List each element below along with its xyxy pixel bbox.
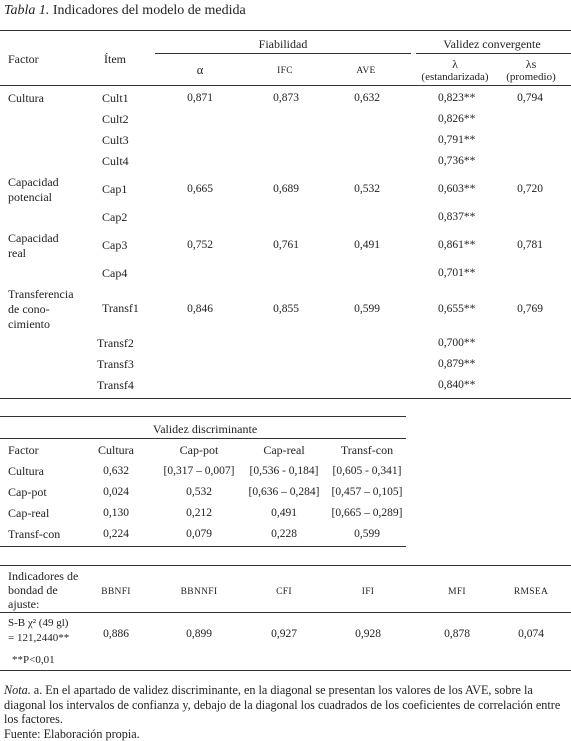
t2-cell: 0,079 <box>186 528 212 540</box>
ave-value: 0,599 <box>354 303 380 315</box>
factor-label: Capacidad potencial <box>8 175 59 204</box>
rule-fiabilidad <box>155 53 411 54</box>
t2-cell: 0,130 <box>103 507 129 519</box>
note-source: Fuente: Elaboración propia. <box>4 726 140 741</box>
ifc-value: 0,855 <box>273 303 299 315</box>
rule-t2-header <box>0 438 406 439</box>
rule-bottom <box>0 398 571 399</box>
factor-label: Cultura <box>8 91 44 105</box>
rule-t3-top <box>0 565 571 566</box>
item-label: Cult1 <box>102 91 129 105</box>
item-label: Cap4 <box>102 266 128 280</box>
table-title-label: Tabla 1. <box>4 3 50 18</box>
lambda-s-value: 0,769 <box>517 303 543 315</box>
t3-value-bbnfi: 0,886 <box>103 628 129 640</box>
header-ifc: IFC <box>277 66 293 76</box>
table-title-text: Indicadores del modelo de medida <box>52 3 246 18</box>
rule-validez <box>416 53 571 54</box>
t2-cell: 0,532 <box>186 486 212 498</box>
t3-header-label: Indicadores de bondad de ajuste: <box>8 569 79 611</box>
lambda-value: 0,826** <box>438 113 476 125</box>
t2-header-cultura: Cultura <box>98 443 134 457</box>
t3-col-bbnfi: BBNFI <box>101 587 131 597</box>
factor-label: Capacidad real <box>8 231 59 260</box>
lambda-value: 0,840** <box>438 379 476 391</box>
t3-col-ifi: IFI <box>361 587 375 597</box>
alpha-value: 0,871 <box>187 92 213 104</box>
t2-cell: 0,632 <box>103 465 129 477</box>
lambda-value: 0,700** <box>438 337 476 349</box>
factor-label: Transferencia de cono-cimiento <box>8 287 74 331</box>
t2-cell: [0,317 – 0,007] <box>163 465 235 477</box>
t2-cell: 0,491 <box>271 507 297 519</box>
item-label: Cult3 <box>102 133 129 147</box>
ave-value: 0,532 <box>354 183 380 195</box>
header-fiabilidad: Fiabilidad <box>258 37 308 51</box>
item-label: Transf3 <box>97 357 134 371</box>
header-validez: Validez convergente <box>443 37 541 51</box>
ifc-value: 0,761 <box>273 239 299 251</box>
lambda-value: 0,736** <box>438 155 476 167</box>
rule-top <box>0 30 571 31</box>
t3-significance: **P<0,01 <box>12 654 55 666</box>
lambda-value: 0,823** <box>438 92 476 104</box>
ave-value: 0,632 <box>354 92 380 104</box>
t2-title: Validez discriminante <box>152 422 258 436</box>
t2-cell: 0,228 <box>271 528 297 540</box>
item-label: Cult2 <box>102 112 129 126</box>
item-label: Cap2 <box>102 210 128 224</box>
lambda-s-value: 0,720 <box>517 183 543 195</box>
t3-value-cfi: 0,927 <box>271 628 297 640</box>
t2-cell: 0,224 <box>103 528 129 540</box>
rule-header-bottom <box>0 85 571 86</box>
item-label: Transf4 <box>97 378 134 392</box>
header-lambda-s-sub: (promedio) <box>506 71 556 83</box>
t2-cell: [0,605 - 0,341] <box>332 465 402 477</box>
alpha-value: 0,846 <box>187 303 213 315</box>
t3-chi-square-value: = 121,2440** <box>8 632 70 644</box>
rule-t2-top <box>0 416 406 417</box>
table-note <box>4 683 569 741</box>
lambda-value: 0,701** <box>438 267 476 279</box>
lambda-value: 0,861** <box>438 239 476 251</box>
header-factor: Factor <box>8 52 39 66</box>
item-label: Cult4 <box>102 154 129 168</box>
item-label: Transf1 <box>102 301 139 315</box>
lambda-value: 0,879** <box>438 358 476 370</box>
t3-value-mfi: 0,878 <box>444 628 470 640</box>
t3-col-cfi: CFI <box>276 587 292 597</box>
lambda-value: 0,603** <box>438 183 476 195</box>
header-ave: AVE <box>356 66 376 76</box>
lambda-value: 0,837** <box>438 211 476 223</box>
note-text: a. En el apartado de validez discriminante, en la diagonal se presentan los valores de los AVE, sobre la diagonal los intervalos de confianza y, debajo de la diagonal los cuadrados de los coeficientes de correlación entre los factores. <box>4 683 561 726</box>
t2-row-label: Cap-pot <box>8 485 47 499</box>
t2-header-cap-pot: Cap-pot <box>179 443 219 457</box>
ifc-value: 0,873 <box>273 92 299 104</box>
header-alpha: α <box>196 63 204 77</box>
t3-col-mfi: MFI <box>448 587 466 597</box>
t2-cell: 0,212 <box>186 507 212 519</box>
t3-col-bbnnfi: BBNNFI <box>180 587 218 597</box>
t2-cell: 0,599 <box>354 528 380 540</box>
t2-row-label: Transf-con <box>8 527 61 541</box>
ifc-value: 0,689 <box>273 183 299 195</box>
header-item: Ítem <box>104 52 126 66</box>
rule-t3-bottom <box>0 670 571 671</box>
t2-cell: [0,665 – 0,289] <box>331 507 403 519</box>
item-label: Cap1 <box>102 182 128 196</box>
t2-header-transf-con: Transf-con <box>340 443 394 457</box>
table-title <box>4 3 246 19</box>
lambda-s-value: 0,794 <box>517 92 543 104</box>
t2-cell: [0,536 - 0,184] <box>249 465 319 477</box>
ave-value: 0,491 <box>354 239 380 251</box>
t2-row-label: Cap-real <box>8 506 50 520</box>
t2-cell: [0,457 – 0,105] <box>331 486 403 498</box>
lambda-value: 0,655** <box>438 303 476 315</box>
item-label: Cap3 <box>102 238 128 252</box>
rule-t3-header <box>0 612 571 613</box>
alpha-value: 0,665 <box>187 183 213 195</box>
t3-value-rmsea: 0,074 <box>518 628 544 640</box>
lambda-value: 0,791** <box>438 134 476 146</box>
t2-header-cap-real: Cap-real <box>263 443 305 457</box>
item-label: Transf2 <box>97 336 134 350</box>
alpha-value: 0,752 <box>187 239 213 251</box>
t3-value-bbnnfi: 0,899 <box>186 628 212 640</box>
header-lambda: λ <box>452 57 458 71</box>
t3-chi-square-label: S-B χ² (49 gl) <box>8 617 69 629</box>
t2-cell: [0,636 – 0,284] <box>248 486 320 498</box>
header-lambda-s: λs <box>525 57 537 71</box>
t3-value-ifi: 0,928 <box>355 628 381 640</box>
t2-cell: 0,024 <box>103 486 129 498</box>
t2-header-factor: Factor <box>8 443 39 457</box>
header-lambda-sub: (estandarizada) <box>421 71 489 83</box>
note-label: Nota. <box>4 683 31 697</box>
t2-row-label: Cultura <box>8 464 44 478</box>
t3-col-rmsea: RMSEA <box>513 587 549 597</box>
lambda-s-value: 0,781 <box>517 239 543 251</box>
rule-t2-bottom <box>0 546 406 547</box>
